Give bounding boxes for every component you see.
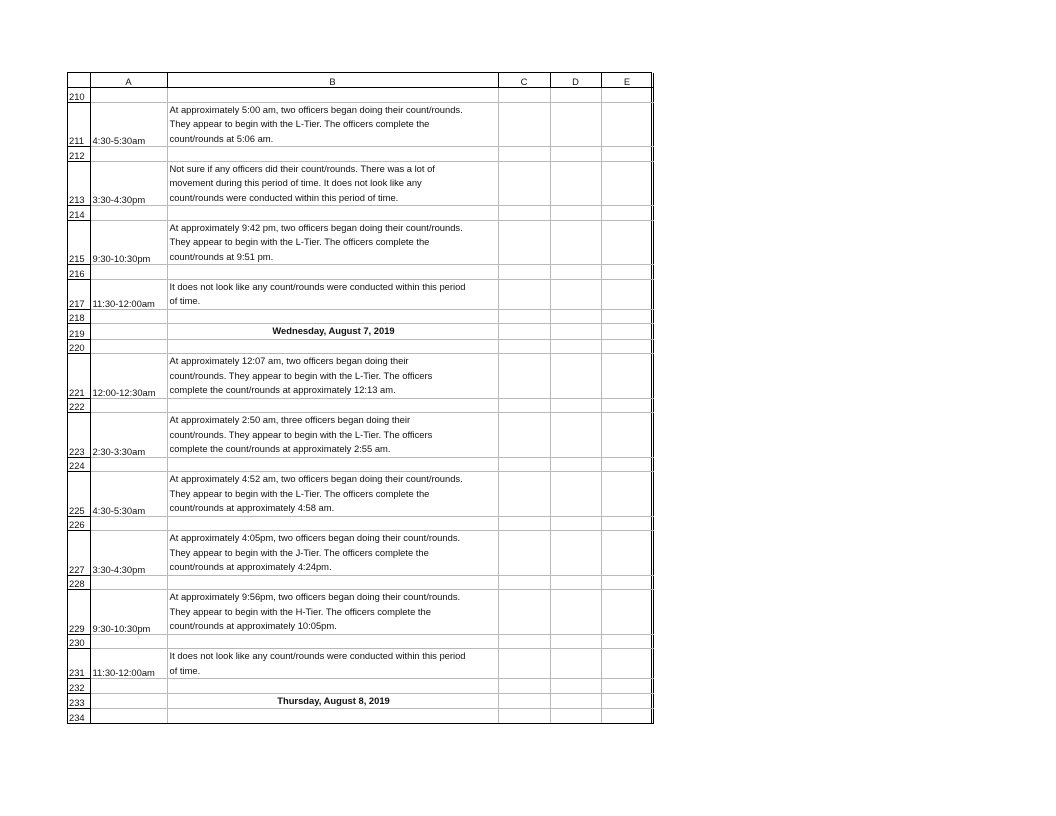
note-cell: [167, 709, 498, 724]
cell-d: [550, 88, 601, 103]
cell-d: [550, 531, 601, 576]
cell-e: [601, 220, 653, 265]
note-cell: [167, 398, 498, 413]
row-number: 226: [68, 516, 90, 531]
note-cell: [167, 516, 498, 531]
note-cell: At approximately 9:42 pm, two officers began doing their count/rounds. They appear to begin with the L-Tier. The officers complete the count/rounds at 9:51 pm.: [167, 220, 498, 265]
note-cell: At approximately 5:00 am, two officers began doing their count/rounds. They appear to begin with the L-Tier. The officers complete the count/rounds at 5:06 am.: [167, 102, 498, 147]
time-cell: [90, 679, 167, 694]
time-cell: [90, 398, 167, 413]
cell-e: [601, 147, 653, 162]
cell-d: [550, 265, 601, 280]
row-number: 210: [68, 88, 90, 103]
note-cell: At approximately 9:56pm, two officers began doing their count/rounds. They appear to begin with the H-Tier. The officers complete the count/rounds at approximately 10:05pm.: [167, 590, 498, 635]
cell-d: [550, 147, 601, 162]
row-number: 231: [68, 649, 90, 679]
time-cell: 9:30-10:30pm: [90, 590, 167, 635]
cell-e: [601, 472, 653, 517]
table-row: [68, 102, 653, 147]
table-row: [68, 457, 653, 472]
note-cell: [167, 265, 498, 280]
cell-d: [550, 309, 601, 324]
table-row: [68, 265, 653, 280]
corner-cell: [68, 73, 90, 88]
note-cell: It does not look like any count/rounds were conducted within this period of time.: [167, 279, 498, 309]
table-row: [68, 413, 653, 458]
cell-d: [550, 220, 601, 265]
note-cell: At approximately 4:05pm, two officers began doing their count/rounds. They appear to begin with the J-Tier. The officers complete the count/rounds at approximately 4:24pm.: [167, 531, 498, 576]
cell-d: [550, 590, 601, 635]
cell-c: [498, 575, 550, 590]
date-heading: Wednesday, August 7, 2019: [167, 324, 498, 340]
table-row: [68, 634, 653, 649]
table-row: [68, 354, 653, 399]
cell-c: [498, 265, 550, 280]
note-cell: [167, 575, 498, 590]
cell-c: [498, 147, 550, 162]
cell-d: [550, 339, 601, 354]
cell-d: [550, 516, 601, 531]
time-cell: [90, 575, 167, 590]
cell-e: [601, 457, 653, 472]
time-cell: 9:30-10:30pm: [90, 220, 167, 265]
table-row: [68, 147, 653, 162]
note-cell: At approximately 2:50 am, three officers began doing their count/rounds. They appear to begin with the L-Tier. The officers complete the count/rounds at approximately 2:55 am.: [167, 413, 498, 458]
cell-c: [498, 88, 550, 103]
note-cell: [167, 147, 498, 162]
table-row: [68, 279, 653, 309]
row-number: 223: [68, 413, 90, 458]
cell-d: [550, 709, 601, 724]
cell-e: [601, 279, 653, 309]
note-cell: [167, 457, 498, 472]
row-number: 217: [68, 279, 90, 309]
row-number: 214: [68, 206, 90, 221]
row-number: 230: [68, 634, 90, 649]
row-number: 234: [68, 709, 90, 724]
cell-e: [601, 516, 653, 531]
cell-c: [498, 649, 550, 679]
row-number: 218: [68, 309, 90, 324]
table-row: [68, 709, 653, 724]
cell-c: [498, 457, 550, 472]
row-number: 219: [68, 324, 90, 340]
note-cell: [167, 88, 498, 103]
date-heading: Thursday, August 8, 2019: [167, 693, 498, 709]
table-row: [68, 649, 653, 679]
time-cell: [90, 709, 167, 724]
cell-c: [498, 590, 550, 635]
cell-e: [601, 575, 653, 590]
row-number: 220: [68, 339, 90, 354]
cell-c: [498, 398, 550, 413]
cell-d: [550, 634, 601, 649]
row-number: 212: [68, 147, 90, 162]
cell-e: [601, 354, 653, 399]
cell-e: [601, 649, 653, 679]
row-number: 232: [68, 679, 90, 694]
cell-d: [550, 575, 601, 590]
table-row: [68, 161, 653, 206]
time-cell: [90, 457, 167, 472]
cell-d: [550, 472, 601, 517]
row-number: 225: [68, 472, 90, 517]
cell-c: [498, 693, 550, 709]
cell-d: [550, 457, 601, 472]
note-cell: At approximately 4:52 am, two officers began doing their count/rounds. They appear to begin with the L-Tier. The officers complete the count/rounds at approximately 4:58 am.: [167, 472, 498, 517]
table-row: [68, 398, 653, 413]
cell-e: [601, 531, 653, 576]
cell-c: [498, 220, 550, 265]
note-cell: [167, 339, 498, 354]
cell-c: [498, 679, 550, 694]
time-cell: 11:30-12:00am: [90, 279, 167, 309]
row-number: 222: [68, 398, 90, 413]
cell-e: [601, 634, 653, 649]
table-row: [68, 575, 653, 590]
column-header-d: D: [550, 73, 601, 88]
spreadsheet-page: [67, 72, 652, 724]
cell-e: [601, 309, 653, 324]
row-number: 211: [68, 102, 90, 147]
cell-c: [498, 279, 550, 309]
column-header-c: C: [498, 73, 550, 88]
row-number: 221: [68, 354, 90, 399]
spreadsheet-grid: [68, 73, 654, 724]
column-header-a: A: [90, 73, 167, 88]
row-number: 213: [68, 161, 90, 206]
cell-d: [550, 649, 601, 679]
time-cell: 11:30-12:00am: [90, 649, 167, 679]
table-row: [68, 472, 653, 517]
cell-d: [550, 161, 601, 206]
cell-e: [601, 102, 653, 147]
table-row: [68, 531, 653, 576]
row-number: 216: [68, 265, 90, 280]
cell-e: [601, 679, 653, 694]
note-cell: [167, 206, 498, 221]
note-cell: It does not look like any count/rounds were conducted within this period of time.: [167, 649, 498, 679]
row-number: 224: [68, 457, 90, 472]
cell-d: [550, 324, 601, 340]
cell-c: [498, 472, 550, 517]
cell-e: [601, 88, 653, 103]
column-header-row: [68, 73, 653, 88]
row-number: 227: [68, 531, 90, 576]
column-header-b: B: [167, 73, 498, 88]
row-number: 228: [68, 575, 90, 590]
table-row: [68, 339, 653, 354]
time-cell: [90, 88, 167, 103]
row-number: 233: [68, 693, 90, 709]
cell-e: [601, 324, 653, 340]
cell-c: [498, 324, 550, 340]
note-cell: [167, 679, 498, 694]
table-row: [68, 309, 653, 324]
time-cell: [90, 324, 167, 340]
cell-e: [601, 693, 653, 709]
cell-c: [498, 309, 550, 324]
cell-c: [498, 161, 550, 206]
time-cell: [90, 309, 167, 324]
table-row: [68, 88, 653, 103]
cell-e: [601, 590, 653, 635]
note-cell: [167, 309, 498, 324]
row-number: 229: [68, 590, 90, 635]
cell-c: [498, 206, 550, 221]
date-header-row: [68, 693, 653, 709]
cell-d: [550, 398, 601, 413]
time-cell: [90, 339, 167, 354]
date-header-row: [68, 324, 653, 340]
cell-c: [498, 102, 550, 147]
table-row: [68, 206, 653, 221]
time-cell: 3:30-4:30pm: [90, 161, 167, 206]
note-cell: At approximately 12:07 am, two officers began doing their count/rounds. They appear to begin with the L-Tier. The officers complete the count/rounds at approximately 12:13 am.: [167, 354, 498, 399]
cell-e: [601, 161, 653, 206]
cell-d: [550, 206, 601, 221]
cell-c: [498, 339, 550, 354]
time-cell: [90, 147, 167, 162]
cell-c: [498, 531, 550, 576]
time-cell: [90, 634, 167, 649]
note-cell: [167, 634, 498, 649]
time-cell: [90, 206, 167, 221]
cell-c: [498, 354, 550, 399]
time-cell: 2:30-3:30am: [90, 413, 167, 458]
table-row: [68, 516, 653, 531]
table-row: [68, 679, 653, 694]
column-header-e: E: [601, 73, 653, 88]
cell-d: [550, 102, 601, 147]
time-cell: 3:30-4:30pm: [90, 531, 167, 576]
time-cell: [90, 693, 167, 709]
time-cell: [90, 516, 167, 531]
cell-e: [601, 709, 653, 724]
row-number: 215: [68, 220, 90, 265]
cell-d: [550, 693, 601, 709]
cell-d: [550, 354, 601, 399]
cell-c: [498, 634, 550, 649]
note-cell: Not sure if any officers did their count/rounds. There was a lot of movement during this period of time. It does not look like any count/rounds were conducted within this period of time.: [167, 161, 498, 206]
time-cell: 4:30-5:30am: [90, 472, 167, 517]
time-cell: 4:30-5:30am: [90, 102, 167, 147]
cell-e: [601, 265, 653, 280]
cell-d: [550, 413, 601, 458]
cell-c: [498, 413, 550, 458]
cell-d: [550, 679, 601, 694]
cell-e: [601, 398, 653, 413]
cell-e: [601, 206, 653, 221]
cell-e: [601, 339, 653, 354]
cell-c: [498, 709, 550, 724]
cell-e: [601, 413, 653, 458]
time-cell: 12:00-12:30am: [90, 354, 167, 399]
table-row: [68, 590, 653, 635]
table-row: [68, 220, 653, 265]
time-cell: [90, 265, 167, 280]
cell-c: [498, 516, 550, 531]
cell-d: [550, 279, 601, 309]
